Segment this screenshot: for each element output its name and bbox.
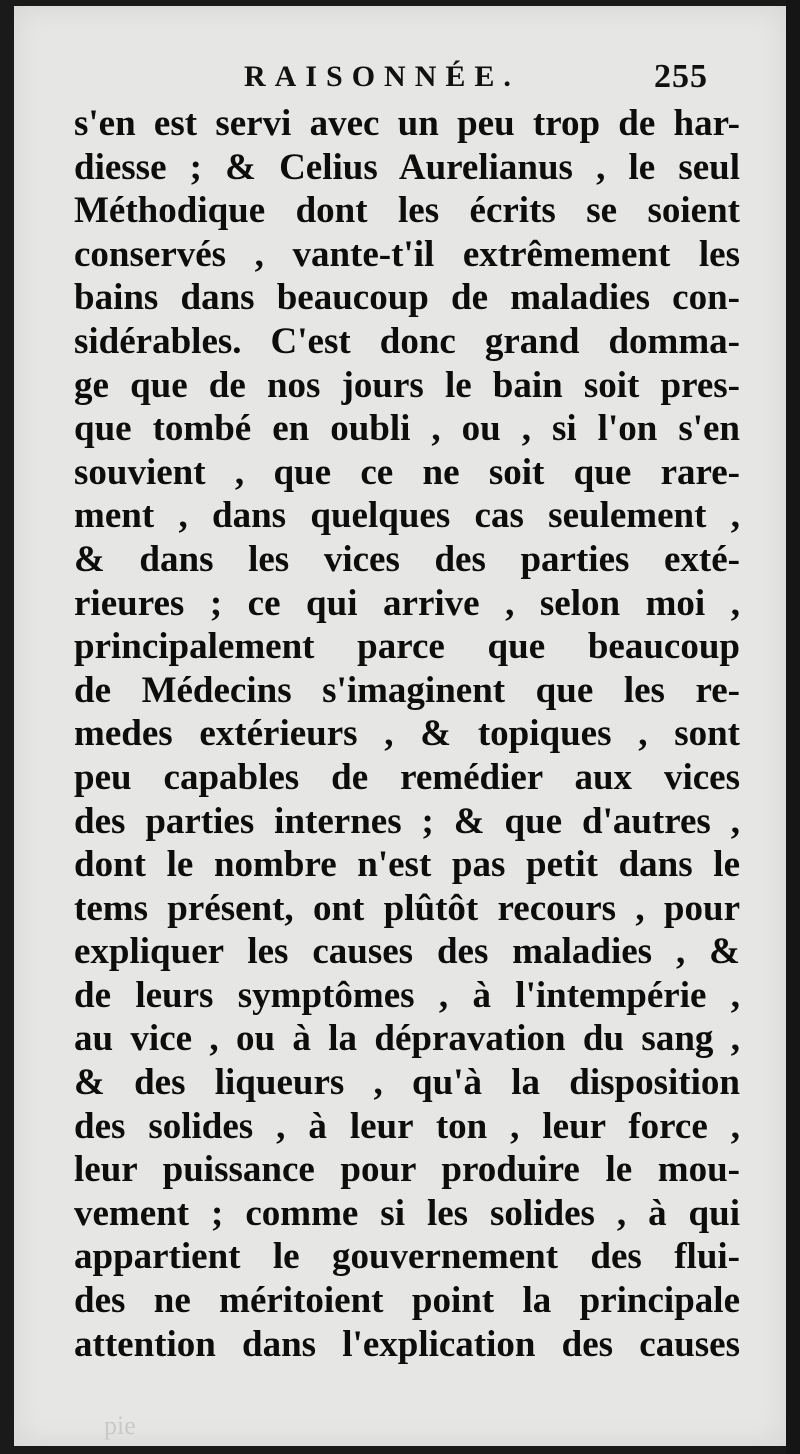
text-line: ment , dans quelques cas seulement , [74, 495, 740, 537]
text-line: & dans les vices des parties exté- [74, 538, 740, 580]
text-line: sidérables. C'est donc grand domma- [74, 320, 740, 362]
text-line: s'en est servi avec un peu trop de har- [74, 103, 740, 144]
text-line: medes extérieurs , & topiques , sont [74, 713, 740, 755]
bleed-through-text: pie [104, 1411, 136, 1440]
text-line: bains dans beaucoup de maladies con- [74, 277, 740, 319]
text-line: leur puissance pour produire le mou- [74, 1149, 740, 1191]
text-line: peu capables de remédier aux vices [74, 756, 740, 798]
text-line: & des liqueurs , qu'à la disposition [74, 1062, 740, 1104]
text-line: de leurs symptômes , à l'intempérie , [74, 974, 740, 1016]
text-line: vement ; comme si les solides , à qui [74, 1192, 740, 1234]
text-line: ge que de nos jours le bain soit pres- [74, 364, 740, 406]
text-line: Méthodique dont les écrits se soient [74, 190, 740, 232]
text-line: de Médecins s'imaginent que les re- [74, 669, 740, 711]
page-number: 255 [654, 58, 708, 95]
text-line: dont le nombre n'est pas petit dans le [74, 844, 740, 886]
text-line: tems présent, ont plûtôt recours , pour [74, 887, 740, 929]
text-line: rieures ; ce qui arrive , selon moi , [74, 582, 740, 624]
text-line: diesse ; & Celius Aurelianus , le seul [74, 146, 740, 188]
text-line: appartient le gouvernement des flui- [74, 1236, 740, 1278]
body-text [74, 102, 740, 1366]
book-page [14, 6, 786, 1446]
text-line: expliquer les causes des maladies , & [74, 931, 740, 973]
text-line: attention dans l'explication des causes [74, 1323, 740, 1365]
text-line: souvient , que ce ne soit que rare- [74, 451, 740, 493]
text-line: des ne méritoient point la principale [74, 1280, 740, 1322]
running-head [14, 58, 786, 102]
running-head-title: RAISONNÉE. [244, 60, 520, 93]
text-line: des solides , à leur ton , leur force , [74, 1105, 740, 1147]
text-line: conservés , vante-t'il extrêmement les [74, 233, 740, 275]
text-line: que tombé en oubli , ou , si l'on s'en [74, 408, 740, 450]
text-line: des parties internes ; & que d'autres , [74, 800, 740, 842]
text-line: au vice , ou à la dépravation du sang , [74, 1018, 740, 1060]
text-line: principalement parce que beaucoup [74, 626, 740, 668]
scan-edge [786, 0, 800, 1454]
